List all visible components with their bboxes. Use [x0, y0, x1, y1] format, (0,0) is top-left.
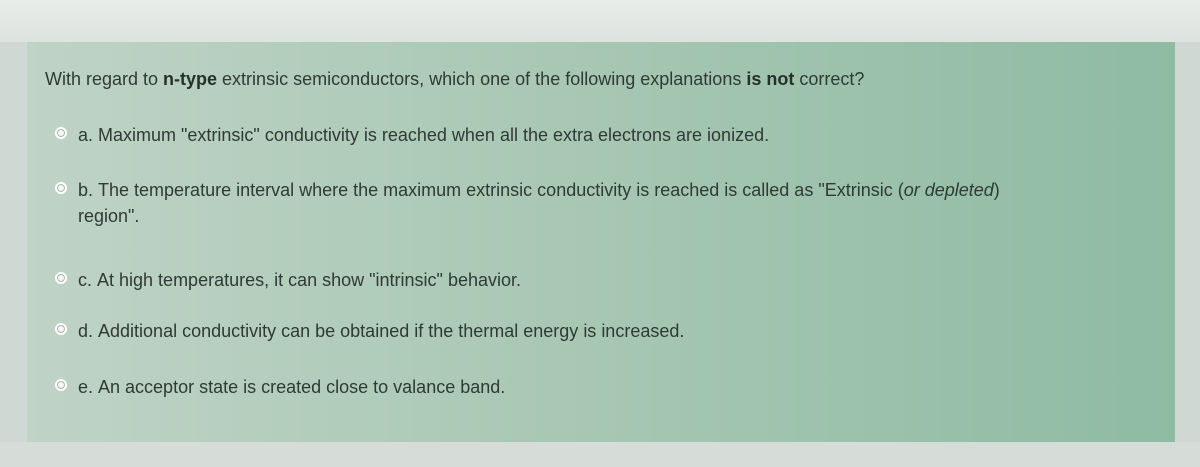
option-c[interactable] [55, 267, 1155, 293]
option-d-label [78, 318, 684, 344]
prompt-text-start: With regard to [45, 69, 164, 89]
top-background [0, 0, 1200, 42]
radio-c[interactable] [55, 272, 67, 284]
option-b[interactable] [55, 177, 1155, 229]
radio-b[interactable] [55, 182, 67, 194]
option-a[interactable] [55, 122, 1155, 148]
option-e-text: An acceptor state is created close to valance band. [98, 377, 506, 397]
option-e-label [78, 374, 505, 400]
option-a-letter: a. [78, 125, 94, 145]
prompt-term: n-type [163, 69, 218, 89]
prompt-emphasis: is not [746, 69, 795, 89]
option-d[interactable] [55, 318, 1155, 344]
option-b-italic-text: or depleted [903, 180, 994, 200]
prompt-text-end: correct? [794, 69, 865, 89]
option-a-text: Maximum "extrinsic" conductivity is reached when all the extra electrons are ionized. [98, 125, 770, 145]
option-e[interactable] [55, 374, 1155, 400]
option-d-text: Additional conductivity can be obtained if the thermal energy is increased. [98, 321, 685, 341]
option-c-label [78, 267, 521, 293]
option-d-letter: d. [78, 321, 94, 341]
option-b-text-close: ) [993, 180, 1000, 200]
prompt-text-middle: extrinsic semiconductors, which one of the following explanations [217, 69, 747, 89]
option-b-letter: b. [78, 180, 94, 200]
radio-d[interactable] [55, 323, 67, 335]
bottom-background [0, 442, 1200, 467]
radio-e[interactable] [55, 379, 67, 391]
option-b-label [78, 177, 1138, 229]
option-a-label [78, 122, 769, 148]
option-e-letter: e. [78, 377, 94, 397]
radio-a[interactable] [55, 127, 67, 139]
question-prompt [45, 67, 1155, 91]
option-b-text: The temperature interval where the maximum extrinsic conductivity is reached is called as "Extrinsic ( [98, 180, 904, 200]
option-c-text: At high temperatures, it can show "intrinsic" behavior. [97, 270, 521, 290]
option-b-text-line2: region". [78, 206, 140, 226]
question-card [27, 42, 1175, 442]
option-c-letter: c. [78, 270, 93, 290]
